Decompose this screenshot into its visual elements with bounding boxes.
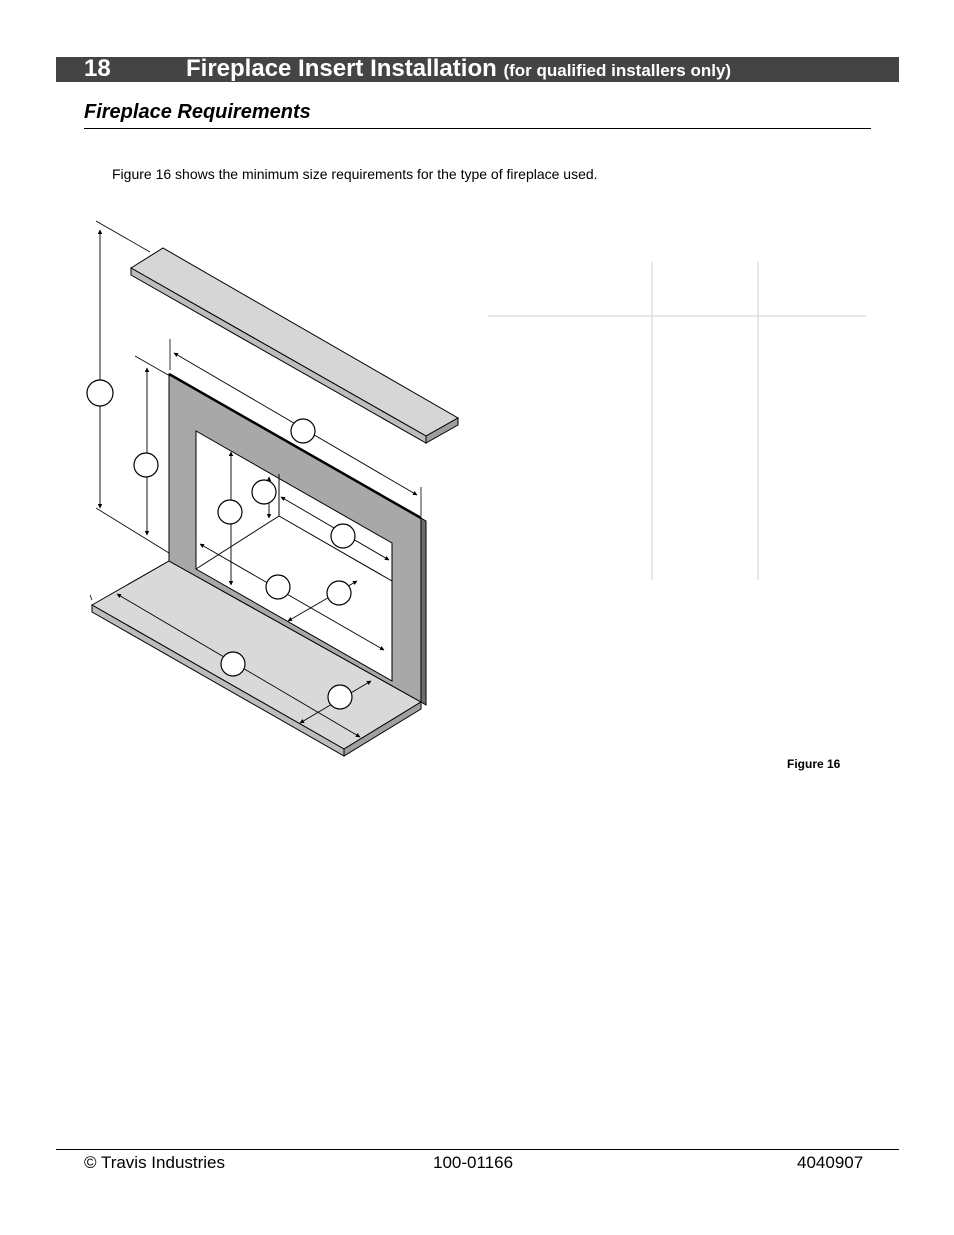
callout-circle bbox=[327, 581, 351, 605]
footer-doc-code: 4040907 bbox=[797, 1153, 864, 1172]
page-number: 18 bbox=[84, 55, 111, 82]
footer-part-number: 100-01166 bbox=[433, 1153, 514, 1172]
figure-caption: Figure 16 bbox=[787, 757, 841, 771]
callout-circle bbox=[331, 524, 355, 548]
callout-circle bbox=[252, 480, 276, 504]
page-title-main: Fireplace Insert Installation bbox=[186, 55, 497, 82]
callout-circle bbox=[87, 380, 113, 406]
footer-copyright: © Travis Industries bbox=[84, 1153, 226, 1172]
hearth-slab bbox=[92, 561, 421, 756]
callout-circle bbox=[266, 575, 290, 599]
intro-paragraph: Figure 16 shows the minimum size requirements for the type of fireplace used. bbox=[112, 166, 598, 182]
callout-circle bbox=[218, 500, 242, 524]
dimension-table-grid bbox=[488, 262, 866, 580]
callout-circle bbox=[328, 685, 352, 709]
section-heading: Fireplace Requirements bbox=[84, 101, 311, 123]
page-title-suffix: (for qualified installers only) bbox=[503, 61, 732, 80]
callout-circle bbox=[221, 652, 245, 676]
callout-circle bbox=[134, 453, 158, 477]
callout-circle bbox=[291, 419, 315, 443]
footer-divider bbox=[56, 1149, 899, 1150]
